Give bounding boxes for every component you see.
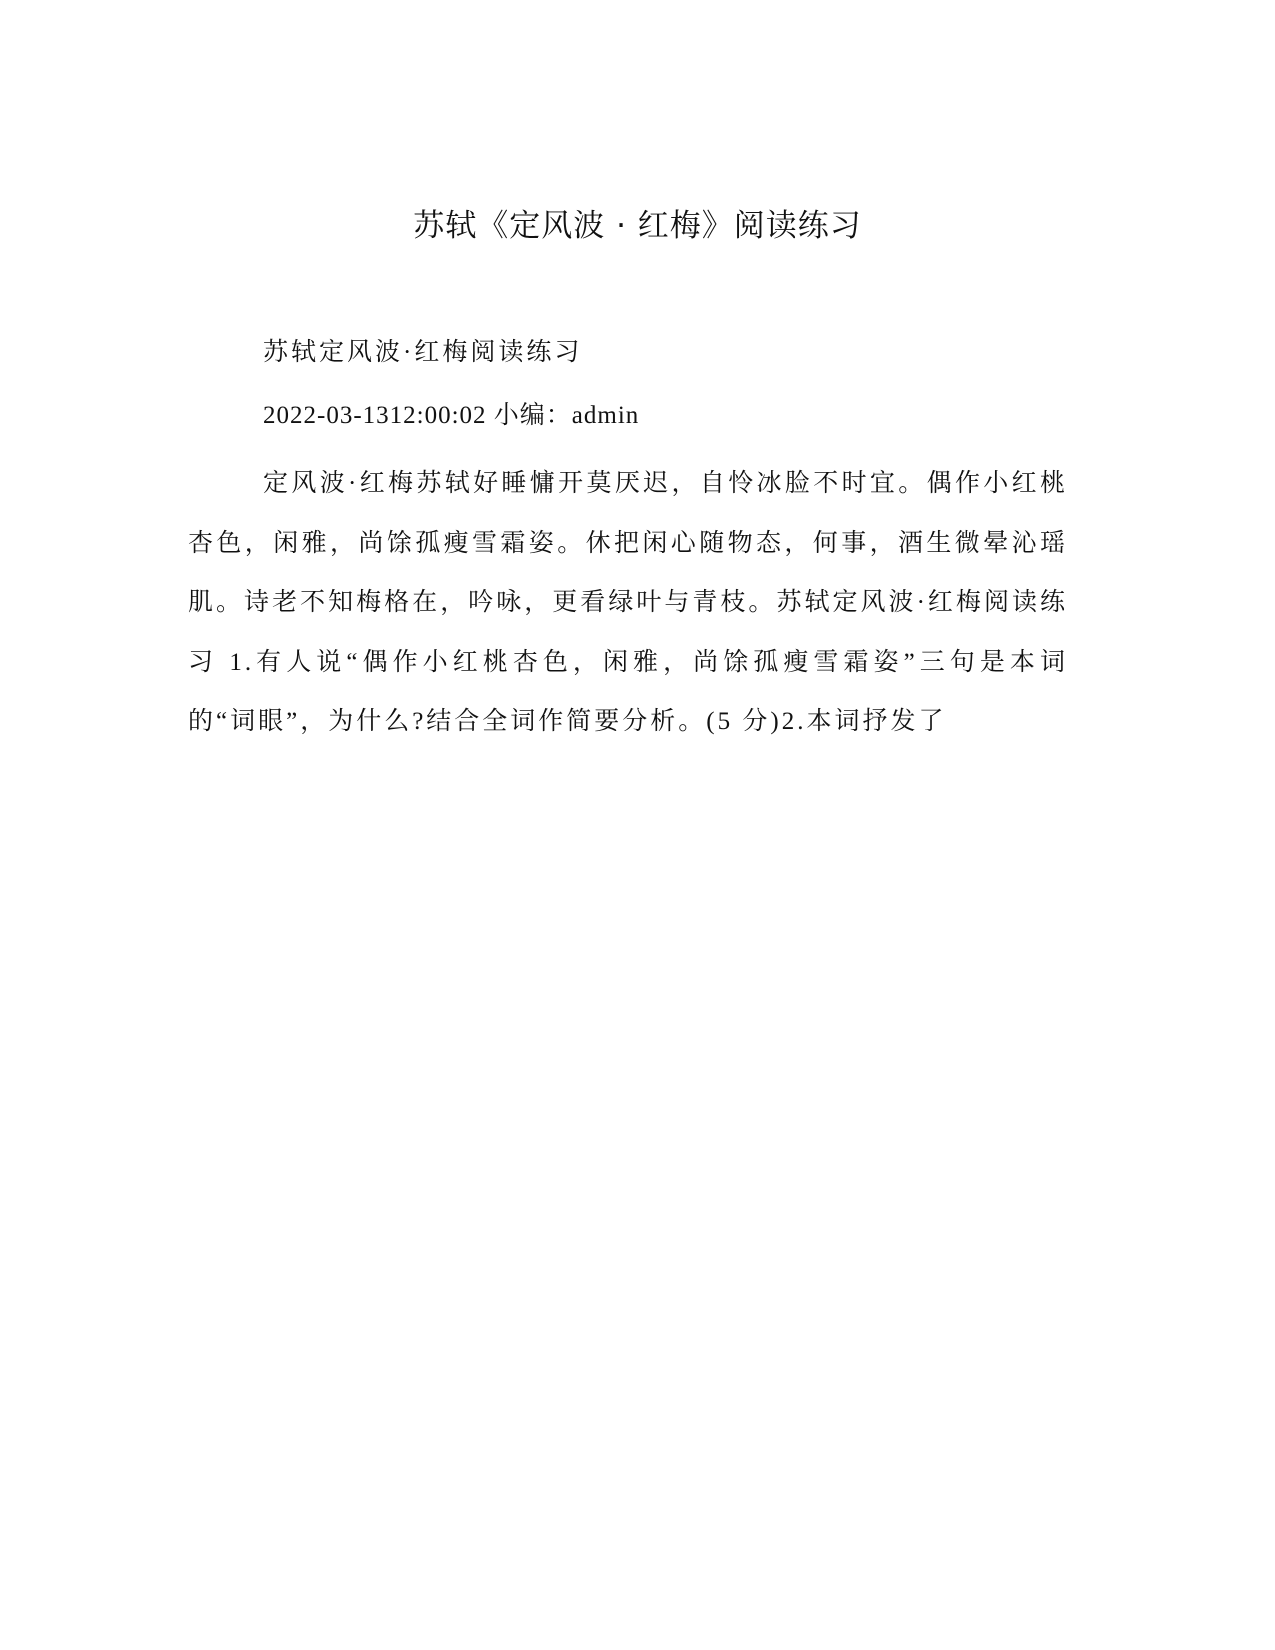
- document-title: 苏轼《定风波 · 红梅》阅读练习: [413, 208, 862, 244]
- body-paragraph: 定风波·红梅苏轼好睡慵开莫厌迟，自怜冰脸不时宜。偶作小红桃杏色，闲雅，尚馀孤瘦雪霜姿。休把闲心随物态，何事，酒生微晕沁瑶肌。诗老不知梅格在，吟咏，更看绿叶与青枝。苏轼定风波·红梅阅读练习 1.有人说“偶作小红桃杏色，闲雅，尚馀孤瘦雪霜姿”三句是本词的“词眼”，为什么?结合全词作简要分析。(5 分)2.本词抒发了: [188, 470, 1068, 735]
- publish-meta: 2022-03-1312:00:02 小编：admin: [263, 402, 640, 429]
- document-subtitle: 苏轼定风波·红梅阅读练习: [263, 339, 583, 366]
